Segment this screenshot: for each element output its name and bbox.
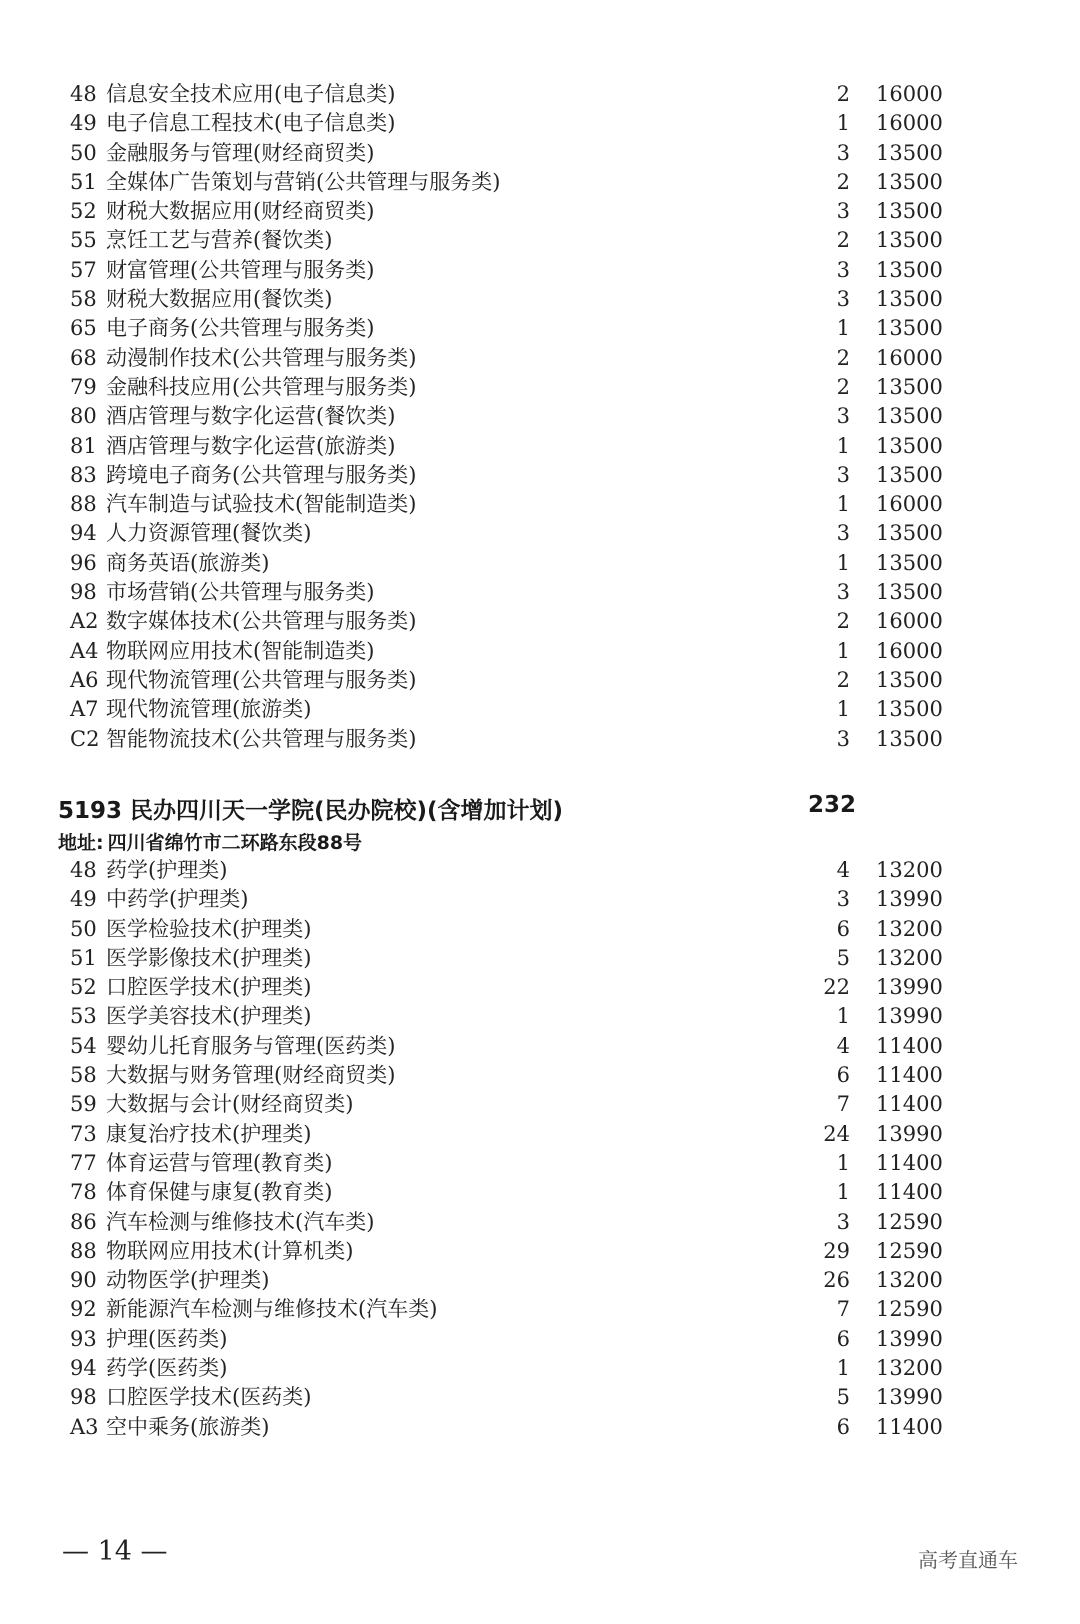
program-row	[0, 607, 1080, 636]
program-name: 康复治疗技术(护理类)	[106, 1121, 312, 1146]
program-count: 3	[836, 462, 850, 487]
program-code: 80	[70, 404, 97, 429]
program-count: 2	[836, 228, 850, 253]
program-fee: 13990	[876, 975, 943, 1000]
program-code: 65	[70, 316, 97, 341]
program-row	[0, 461, 1080, 490]
page-number: — 14 —	[62, 1536, 168, 1567]
program-row	[0, 432, 1080, 461]
program-row	[0, 314, 1080, 343]
program-name: 酒店管理与数字化运营(餐饮类)	[106, 404, 396, 429]
program-row	[0, 1061, 1080, 1090]
program-row	[0, 1325, 1080, 1354]
program-name: 汽车检测与维修技术(汽车类)	[106, 1209, 375, 1234]
program-fee: 11400	[876, 1092, 943, 1117]
program-fee: 13500	[876, 550, 943, 575]
program-count: 29	[823, 1238, 850, 1263]
program-fee: 13990	[876, 1121, 943, 1146]
program-fee: 16000	[876, 111, 943, 136]
program-row	[0, 285, 1080, 314]
program-name: 财税大数据应用(财经商贸类)	[106, 199, 375, 224]
program-code: 78	[70, 1180, 97, 1205]
program-fee: 16000	[876, 492, 943, 517]
program-code: 90	[70, 1268, 97, 1293]
program-count: 3	[836, 580, 850, 605]
program-count: 6	[836, 1414, 850, 1439]
program-code: 50	[70, 916, 97, 941]
program-count: 1	[836, 638, 850, 663]
program-name: 智能物流技术(公共管理与服务类)	[106, 726, 417, 751]
program-fee: 11400	[876, 1150, 943, 1175]
program-count: 1	[836, 111, 850, 136]
program-row	[0, 402, 1080, 431]
program-fee: 16000	[876, 609, 943, 634]
program-code: 52	[70, 199, 97, 224]
program-name: 医学美容技术(护理类)	[106, 1004, 312, 1029]
program-list-2	[0, 856, 1080, 1442]
program-name: 动漫制作技术(公共管理与服务类)	[106, 345, 417, 370]
program-fee: 11400	[876, 1033, 943, 1058]
program-fee: 11400	[876, 1180, 943, 1205]
program-name: 数字媒体技术(公共管理与服务类)	[106, 609, 417, 634]
program-count: 4	[836, 1033, 850, 1058]
program-row	[0, 1002, 1080, 1031]
program-row	[0, 1090, 1080, 1119]
program-code: A4	[70, 638, 99, 663]
school-total-plan: 232	[808, 792, 857, 818]
program-count: 22	[823, 975, 850, 1000]
program-row	[0, 1354, 1080, 1383]
program-code: C2	[70, 726, 100, 751]
program-code: A3	[70, 1414, 99, 1439]
program-row	[0, 915, 1080, 944]
program-row	[0, 139, 1080, 168]
program-count: 3	[836, 257, 850, 282]
program-code: 88	[70, 1238, 97, 1263]
program-row	[0, 168, 1080, 197]
program-code: 59	[70, 1092, 97, 1117]
program-code: A6	[70, 667, 99, 692]
program-fee: 13200	[876, 1356, 943, 1381]
program-fee: 13990	[876, 1004, 943, 1029]
program-row	[0, 490, 1080, 519]
program-count: 6	[836, 1326, 850, 1351]
program-name: 新能源汽车检测与维修技术(汽车类)	[106, 1297, 438, 1322]
program-name: 酒店管理与数字化运营(旅游类)	[106, 433, 396, 458]
program-count: 1	[836, 316, 850, 341]
program-count: 1	[836, 550, 850, 575]
program-name: 电子商务(公共管理与服务类)	[106, 316, 375, 341]
program-row	[0, 549, 1080, 578]
program-code: 54	[70, 1033, 97, 1058]
program-name: 医学检验技术(护理类)	[106, 916, 312, 941]
school-address	[58, 828, 362, 855]
program-row	[0, 1208, 1080, 1237]
program-fee: 13500	[876, 433, 943, 458]
program-code: 51	[70, 169, 97, 194]
program-count: 26	[823, 1268, 850, 1293]
program-count: 3	[836, 726, 850, 751]
program-name: 信息安全技术应用(电子信息类)	[106, 82, 396, 106]
program-fee: 13200	[876, 858, 943, 882]
program-count: 6	[836, 916, 850, 941]
program-count: 1	[836, 697, 850, 722]
program-code: 77	[70, 1150, 97, 1175]
program-row	[0, 519, 1080, 548]
program-count: 1	[836, 1180, 850, 1205]
program-count: 3	[836, 521, 850, 546]
address-label: 地址:	[58, 832, 104, 854]
program-count: 1	[836, 1004, 850, 1029]
program-name: 市场营销(公共管理与服务类)	[106, 580, 375, 605]
program-name: 动物医学(护理类)	[106, 1268, 270, 1293]
program-code: 92	[70, 1297, 97, 1322]
program-count: 7	[836, 1092, 850, 1117]
program-row	[0, 1178, 1080, 1207]
program-row	[0, 856, 1080, 885]
program-row	[0, 1237, 1080, 1266]
program-count: 1	[836, 433, 850, 458]
program-count: 3	[836, 404, 850, 429]
program-count: 3	[836, 887, 850, 912]
program-fee: 13500	[876, 404, 943, 429]
program-name: 商务英语(旅游类)	[106, 550, 270, 575]
program-fee: 11400	[876, 1063, 943, 1088]
school-header	[58, 792, 958, 824]
program-name: 药学(护理类)	[106, 858, 228, 882]
program-code: 50	[70, 140, 97, 165]
program-name: 药学(医药类)	[106, 1356, 228, 1381]
program-fee: 13500	[876, 140, 943, 165]
program-code: 48	[70, 858, 97, 882]
program-fee: 13200	[876, 916, 943, 941]
program-row	[0, 578, 1080, 607]
program-name: 体育保健与康复(教育类)	[106, 1180, 333, 1205]
program-code: 55	[70, 228, 97, 253]
program-name: 电子信息工程技术(电子信息类)	[106, 111, 396, 136]
program-row	[0, 109, 1080, 138]
program-name: 跨境电子商务(公共管理与服务类)	[106, 462, 417, 487]
program-code: 96	[70, 550, 97, 575]
program-code: 51	[70, 945, 97, 970]
program-fee: 13200	[876, 945, 943, 970]
program-name: 财富管理(公共管理与服务类)	[106, 257, 375, 282]
program-fee: 12590	[876, 1209, 943, 1234]
program-count: 3	[836, 199, 850, 224]
program-row	[0, 1032, 1080, 1061]
program-row	[0, 885, 1080, 914]
program-name: 汽车制造与试验技术(智能制造类)	[106, 492, 417, 517]
program-row	[0, 1266, 1080, 1295]
program-name: 医学影像技术(护理类)	[106, 945, 312, 970]
program-row	[0, 1383, 1080, 1412]
program-fee: 13500	[876, 287, 943, 312]
program-name: 大数据与财务管理(财经商贸类)	[106, 1063, 396, 1088]
program-name: 人力资源管理(餐饮类)	[106, 521, 312, 546]
program-name: 物联网应用技术(计算机类)	[106, 1238, 354, 1263]
program-row	[0, 695, 1080, 724]
program-code: 58	[70, 287, 97, 312]
program-row	[0, 666, 1080, 695]
program-row	[0, 344, 1080, 373]
program-fee: 13200	[876, 1268, 943, 1293]
program-name: 烹饪工艺与营养(餐饮类)	[106, 228, 333, 253]
program-code: 81	[70, 433, 97, 458]
program-fee: 16000	[876, 82, 943, 106]
program-name: 全媒体广告策划与营销(公共管理与服务类)	[106, 169, 501, 194]
program-count: 3	[836, 1209, 850, 1234]
program-code: 86	[70, 1209, 97, 1234]
program-fee: 13500	[876, 580, 943, 605]
program-fee: 16000	[876, 345, 943, 370]
program-fee: 13500	[876, 169, 943, 194]
program-fee: 12590	[876, 1297, 943, 1322]
program-fee: 13500	[876, 199, 943, 224]
program-row	[0, 1295, 1080, 1324]
program-count: 24	[823, 1121, 850, 1146]
program-code: 48	[70, 82, 97, 106]
program-count: 1	[836, 492, 850, 517]
program-code: 49	[70, 887, 97, 912]
program-code: 94	[70, 1356, 97, 1381]
program-code: 52	[70, 975, 97, 1000]
program-code: A7	[70, 697, 99, 722]
program-row	[0, 226, 1080, 255]
program-name: 金融科技应用(公共管理与服务类)	[106, 374, 417, 399]
program-count: 1	[836, 1356, 850, 1381]
program-name: 中药学(护理类)	[106, 887, 249, 912]
program-fee: 13500	[876, 726, 943, 751]
program-fee: 13500	[876, 697, 943, 722]
program-name: 财税大数据应用(餐饮类)	[106, 287, 333, 312]
program-count: 2	[836, 374, 850, 399]
program-name: 体育运营与管理(教育类)	[106, 1150, 333, 1175]
program-fee: 13500	[876, 316, 943, 341]
watermark-text: 高考直通车	[918, 1548, 1018, 1572]
program-count: 2	[836, 169, 850, 194]
program-fee: 16000	[876, 638, 943, 663]
program-fee: 13500	[876, 257, 943, 282]
program-row	[0, 373, 1080, 402]
program-name: 物联网应用技术(智能制造类)	[106, 638, 375, 663]
program-row	[0, 197, 1080, 226]
school-title: 5193 民办四川天一学院(民办院校)(含增加计划)	[58, 798, 564, 824]
program-fee: 13500	[876, 667, 943, 692]
program-fee: 13500	[876, 521, 943, 546]
program-fee: 13990	[876, 1326, 943, 1351]
program-code: 57	[70, 257, 97, 282]
program-count: 3	[836, 140, 850, 165]
program-name: 护理(医药类)	[106, 1326, 228, 1351]
program-row	[0, 1149, 1080, 1178]
program-row	[0, 973, 1080, 1002]
program-fee: 13500	[876, 374, 943, 399]
program-code: 98	[70, 580, 97, 605]
program-count: 2	[836, 345, 850, 370]
program-count: 5	[836, 945, 850, 970]
program-row	[0, 637, 1080, 666]
program-fee: 12590	[876, 1238, 943, 1263]
program-list-1	[0, 80, 1080, 754]
program-fee: 13500	[876, 228, 943, 253]
program-code: 93	[70, 1326, 97, 1351]
program-code: 73	[70, 1121, 97, 1146]
program-name: 婴幼儿托育服务与管理(医药类)	[106, 1033, 396, 1058]
program-count: 6	[836, 1063, 850, 1088]
program-code: 68	[70, 345, 97, 370]
program-name: 大数据与会计(财经商贸类)	[106, 1092, 354, 1117]
program-name: 空中乘务(旅游类)	[106, 1414, 270, 1439]
program-count: 4	[836, 858, 850, 882]
program-name: 现代物流管理(公共管理与服务类)	[106, 667, 417, 692]
program-count: 7	[836, 1297, 850, 1322]
program-row	[0, 1413, 1080, 1442]
program-name: 口腔医学技术(护理类)	[106, 975, 312, 1000]
program-count: 3	[836, 287, 850, 312]
program-code: 49	[70, 111, 97, 136]
program-fee: 11400	[876, 1414, 943, 1439]
program-fee: 13990	[876, 1385, 943, 1410]
program-code: 88	[70, 492, 97, 517]
program-name: 现代物流管理(旅游类)	[106, 697, 312, 722]
program-fee: 13990	[876, 887, 943, 912]
program-row	[0, 1120, 1080, 1149]
program-row	[0, 256, 1080, 285]
program-code: 53	[70, 1004, 97, 1029]
program-count: 2	[836, 82, 850, 106]
program-count: 2	[836, 609, 850, 634]
program-row	[0, 944, 1080, 973]
program-code: 58	[70, 1063, 97, 1088]
program-code: A2	[70, 609, 99, 634]
program-name: 金融服务与管理(财经商贸类)	[106, 140, 375, 165]
program-name: 口腔医学技术(医药类)	[106, 1385, 312, 1410]
program-code: 79	[70, 374, 97, 399]
address-text: 四川省绵竹市二环路东段88号	[107, 832, 363, 854]
program-row	[0, 725, 1080, 754]
program-count: 1	[836, 1150, 850, 1175]
program-code: 94	[70, 521, 97, 546]
program-count: 2	[836, 667, 850, 692]
program-code: 83	[70, 462, 97, 487]
program-code: 98	[70, 1385, 97, 1410]
program-count: 5	[836, 1385, 850, 1410]
program-fee: 13500	[876, 462, 943, 487]
program-row	[0, 80, 1080, 109]
